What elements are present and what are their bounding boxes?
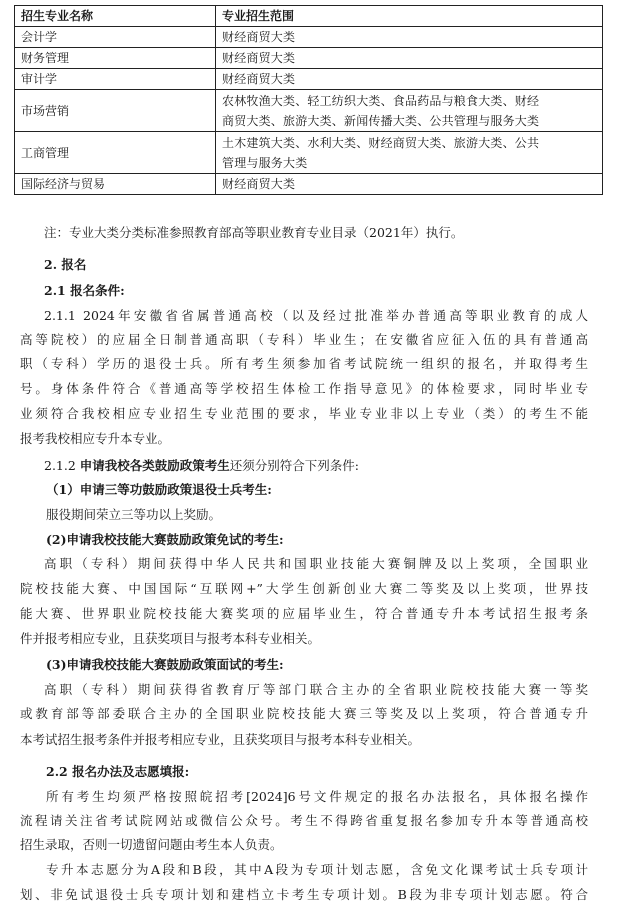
table-row — [15, 69, 603, 90]
paragraph-line: 件并报考相应专业，且获奖项目与报考本科专业相关。 — [20, 631, 321, 646]
major-cell: 审计学 — [15, 69, 216, 90]
clause-bold: 申请我校各类鼓励政策考生 — [79, 458, 230, 473]
scope-line: 农林牧渔大类、轻工纺织大类、食品药品与粮食大类、财经 — [222, 93, 540, 108]
paragraph-line: 报考我校相应专升本专业。 — [20, 431, 171, 446]
table-note: 注：专业大类分类标准参照教育部高等职业教育专业目录（2021年）执行。 — [44, 225, 464, 240]
paragraph-line: 2.1.1 2024年安徽省省属普通高校（以及经过批准举办普通高等职业教育的成人 — [44, 308, 588, 323]
section-2-1-title: 2.1 报名条件: — [44, 283, 125, 298]
header-major-scope: 专业招生范围 — [216, 6, 603, 27]
major-cell: 国际经济与贸易 — [15, 174, 216, 195]
scope-cell — [216, 90, 603, 132]
scope-line: 商贸大类、旅游大类、新闻传播大类、公共管理与服务大类 — [222, 113, 540, 128]
item-2-title: (2)申请我校技能大赛鼓励政策免试的考生: — [46, 532, 284, 547]
scope-line: 土木建筑大类、水利大类、财经商贸大类、旅游大类、公共 — [222, 135, 540, 150]
paragraph-line: 招生录取，否则一切遗留问题由考生本人负责。 — [20, 837, 283, 852]
scope-cell — [216, 132, 603, 174]
clause-number: 2.1.2 — [44, 458, 80, 473]
major-cell: 会计学 — [15, 27, 216, 48]
paragraph-line: 本考试招生报考条件并报考相应专业，且获奖项目与报考本科专业相关。 — [20, 732, 421, 747]
paragraph-line: 流程请关注省考试院网站或微信公众号。考生不得跨省重复报名参加专升本等普通高校 — [20, 813, 588, 828]
paragraph-line: 或教育部等部委联合主办的全国职业院校技能大赛三等奖及以上奖项，符合普通专升 — [20, 706, 588, 721]
section-2-title: 2. 报名 — [44, 257, 87, 272]
table-row — [15, 27, 603, 48]
clause-rest: 还须分别符合下列条件: — [229, 458, 360, 473]
table-row — [15, 90, 603, 132]
paragraph-line: 能大赛、世界职业院校技能大赛奖项的应届毕业生，符合普通专升本考试招生报考条 — [20, 606, 588, 621]
scope-cell: 财经商贸大类 — [216, 174, 603, 195]
item-3-title: (3)申请我校技能大赛鼓励政策面试的考生: — [46, 657, 284, 672]
scope-cell: 财经商贸大类 — [216, 27, 603, 48]
table-row — [15, 132, 603, 174]
paragraph-line: 职（专科）学历的退役士兵。所有考生须参加省考试院统一组织的报名，并取得考生 — [20, 356, 588, 371]
major-scope-table — [14, 5, 603, 195]
table-header-row — [15, 6, 603, 27]
paragraph-line: 业须符合我校相应专业招生专业范围的要求，毕业专业非以上专业（类）的考生不能 — [20, 406, 588, 421]
paragraph-line: 专升本志愿分为A段和B段，其中A段为专项计划志愿，含免文化课考试士兵专项计 — [46, 862, 588, 877]
scope-line: 管理与服务大类 — [222, 155, 308, 170]
paragraph-line: 高职（专科）期间获得中华人民共和国职业技能大赛铜牌及以上奖项，全国职业 — [44, 556, 588, 571]
paragraph-line: 号。身体条件符合《普通高等学校招生体检工作指导意见》的体检要求，同时毕业专 — [20, 381, 588, 396]
paragraph-line: 所有考生均须严格按照皖招考[2024]6号文件规定的报名办法报名，具体报名操作 — [46, 789, 588, 804]
table-row — [15, 48, 603, 69]
header-major-name: 招生专业名称 — [15, 6, 216, 27]
paragraph-line: 划、非免试退役士兵专项计划和建档立卡考生专项计划。B段为非专项计划志愿。符合 — [20, 887, 588, 902]
paragraph-line: 高职（专科）期间获得省教育厅等部门联合主办的全省职业院校技能大赛一等奖 — [44, 682, 588, 697]
item-1-body: 服役期间荣立三等功以上奖励。 — [46, 507, 222, 522]
section-2-2-title: 2.2 报名办法及志愿填报: — [46, 764, 190, 779]
scope-cell: 财经商贸大类 — [216, 69, 603, 90]
paragraph-2-1-2 — [44, 457, 359, 475]
major-cell: 财务管理 — [15, 48, 216, 69]
paragraph-line: 院校技能大赛、中国国际“互联网+”大学生创新创业大赛二等奖及以上奖项，世界技 — [20, 581, 588, 596]
major-cell: 市场营销 — [15, 90, 216, 132]
item-1-title: （1）申请三等功鼓励政策退役士兵考生: — [46, 482, 272, 497]
paragraph-line: 高等院校）的应届全日制普通高职（专科）毕业生；在安徽省应征入伍的具有普通高 — [20, 332, 588, 347]
table-row — [15, 174, 603, 195]
major-cell: 工商管理 — [15, 132, 216, 174]
scope-cell: 财经商贸大类 — [216, 48, 603, 69]
